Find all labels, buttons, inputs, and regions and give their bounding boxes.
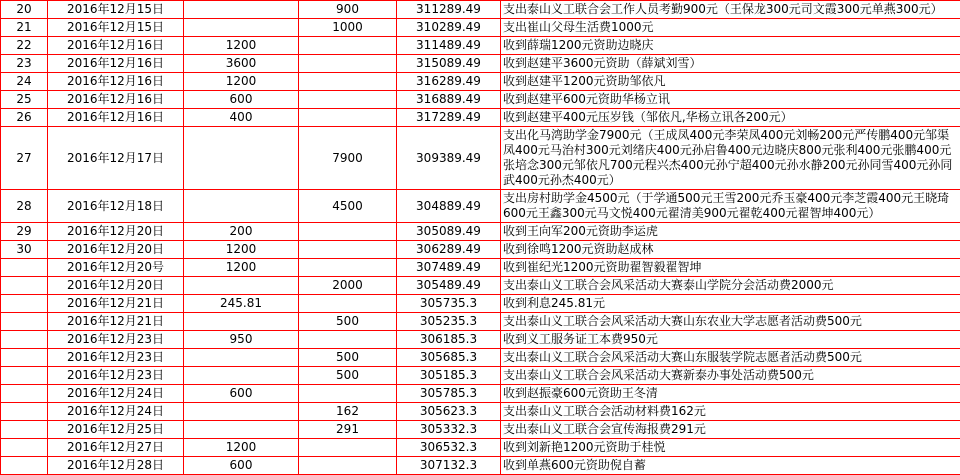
cell-no xyxy=(1,313,48,331)
table-row xyxy=(1,127,960,190)
cell-balance: 305623.3 xyxy=(397,403,501,421)
cell-income xyxy=(184,19,299,37)
cell-date: 2016年12月16日 xyxy=(48,37,184,55)
cell-expense: 162 xyxy=(299,403,397,421)
cell-no xyxy=(1,439,48,457)
table-row xyxy=(1,1,960,19)
cell-expense: 500 xyxy=(299,349,397,367)
cell-income: 1200 xyxy=(184,241,299,259)
cell-income: 400 xyxy=(184,109,299,127)
cell-no: 22 xyxy=(1,37,48,55)
cell-date: 2016年12月16日 xyxy=(48,55,184,73)
cell-income: 600 xyxy=(184,91,299,109)
cell-income: 3600 xyxy=(184,55,299,73)
cell-date: 2016年12月20日 xyxy=(48,223,184,241)
cell-description: 收到赵建平1200元资助邹依凡 xyxy=(501,73,960,91)
table-row xyxy=(1,295,960,313)
cell-expense xyxy=(299,37,397,55)
cell-income xyxy=(184,313,299,331)
cell-date: 2016年12月23日 xyxy=(48,349,184,367)
cell-income: 245.81 xyxy=(184,295,299,313)
cell-balance: 316289.49 xyxy=(397,73,501,91)
cell-description: 支出泰山义工联合会活动材料费162元 xyxy=(501,403,960,421)
cell-balance: 311489.49 xyxy=(397,37,501,55)
cell-no: 23 xyxy=(1,55,48,73)
cell-balance: 305489.49 xyxy=(397,277,501,295)
cell-expense xyxy=(299,295,397,313)
cell-income: 1200 xyxy=(184,439,299,457)
cell-expense xyxy=(299,91,397,109)
cell-balance: 305685.3 xyxy=(397,349,501,367)
table-row xyxy=(1,331,960,349)
cell-date: 2016年12月18日 xyxy=(48,190,184,223)
cell-date: 2016年12月16日 xyxy=(48,73,184,91)
cell-income: 1200 xyxy=(184,37,299,55)
cell-description: 支出泰山义工联合会风采活动大赛泰山学院分会活动费2000元 xyxy=(501,277,960,295)
cell-description: 收到王向军200元资助李运虎 xyxy=(501,223,960,241)
cell-no xyxy=(1,331,48,349)
cell-date: 2016年12月20日 xyxy=(48,241,184,259)
table-row xyxy=(1,403,960,421)
cell-expense xyxy=(299,241,397,259)
table-row xyxy=(1,91,960,109)
table-row xyxy=(1,349,960,367)
cell-description: 收到义工服务证工本费950元 xyxy=(501,331,960,349)
table-row xyxy=(1,439,960,457)
cell-balance: 305185.3 xyxy=(397,367,501,385)
cell-expense: 291 xyxy=(299,421,397,439)
cell-expense xyxy=(299,259,397,277)
cell-expense: 900 xyxy=(299,1,397,19)
cell-balance: 305235.3 xyxy=(397,313,501,331)
cell-income xyxy=(184,127,299,190)
cell-date: 2016年12月25日 xyxy=(48,421,184,439)
cell-balance: 305089.49 xyxy=(397,223,501,241)
cell-income xyxy=(184,277,299,295)
cell-date: 2016年12月17日 xyxy=(48,127,184,190)
table-row xyxy=(1,190,960,223)
cell-no xyxy=(1,295,48,313)
cell-no xyxy=(1,259,48,277)
cell-date: 2016年12月21日 xyxy=(48,295,184,313)
cell-description: 收到赵振豪600元资助王冬清 xyxy=(501,385,960,403)
cell-date: 2016年12月20号 xyxy=(48,259,184,277)
cell-income: 950 xyxy=(184,331,299,349)
cell-description: 支出房村助学金4500元（于学通500元王雪200元乔玉豪400元李芝霞400元王晓琦600元王鑫300元马文悦400元翟清美900元翟乾400元翟智坤400元） xyxy=(501,190,960,223)
cell-expense xyxy=(299,331,397,349)
cell-no xyxy=(1,277,48,295)
cell-description: 支出泰山义工联合会风采活动大赛山东服装学院志愿者活动费500元 xyxy=(501,349,960,367)
cell-date: 2016年12月20日 xyxy=(48,277,184,295)
cell-balance: 305735.3 xyxy=(397,295,501,313)
cell-income xyxy=(184,190,299,223)
cell-balance: 315089.49 xyxy=(397,55,501,73)
cell-no: 27 xyxy=(1,127,48,190)
cell-no xyxy=(1,403,48,421)
cell-income xyxy=(184,367,299,385)
cell-no: 24 xyxy=(1,73,48,91)
cell-description: 支出泰山义工联合会风采活动大赛新泰办事处活动费500元 xyxy=(501,367,960,385)
cell-description: 收到利息245.81元 xyxy=(501,295,960,313)
cell-no: 28 xyxy=(1,190,48,223)
cell-expense xyxy=(299,385,397,403)
table-row xyxy=(1,37,960,55)
cell-description: 收到赵建平400元压岁钱（邹依凡,华杨立讯各200元） xyxy=(501,109,960,127)
cell-no xyxy=(1,385,48,403)
cell-balance: 306289.49 xyxy=(397,241,501,259)
cell-expense xyxy=(299,457,397,475)
cell-expense xyxy=(299,109,397,127)
cell-description: 支出泰山义工联合会宣传海报费291元 xyxy=(501,421,960,439)
cell-balance: 316889.49 xyxy=(397,91,501,109)
cell-date: 2016年12月24日 xyxy=(48,403,184,421)
table-row xyxy=(1,457,960,475)
table-row xyxy=(1,313,960,331)
cell-date: 2016年12月28日 xyxy=(48,457,184,475)
cell-description: 支出崔山父母生活费1000元 xyxy=(501,19,960,37)
cell-expense: 500 xyxy=(299,313,397,331)
cell-date: 2016年12月15日 xyxy=(48,19,184,37)
cell-description: 收到薛瑞1200元资助边晓庆 xyxy=(501,37,960,55)
cell-description: 收到赵建平3600元资助（薛斌刘雪） xyxy=(501,55,960,73)
cell-balance: 305332.3 xyxy=(397,421,501,439)
cell-balance: 307489.49 xyxy=(397,259,501,277)
cell-income: 600 xyxy=(184,457,299,475)
cell-balance: 306185.3 xyxy=(397,331,501,349)
ledger-table-body xyxy=(1,1,960,475)
table-row xyxy=(1,109,960,127)
cell-description: 收到徐鸣1200元资助赵成林 xyxy=(501,241,960,259)
cell-description: 支出化马湾助学金7900元（王成凤400元李荣凤400元刘畅200元严传鹏400元邹渠凤400元马治村300元刘绪庆400元孙启鲁400元边晓庆800元张利400元张鹏400元张培念300元邹依凡700元程兴杰400元孙宁超400元孙水静200元孙同雪400元孙同武400元孙杰400元） xyxy=(501,127,960,190)
cell-balance: 305785.3 xyxy=(397,385,501,403)
cell-balance: 306532.3 xyxy=(397,439,501,457)
cell-income xyxy=(184,349,299,367)
cell-description: 支出泰山义工联合会工作人员考勤900元（王保龙300元司文霞300元单燕300元） xyxy=(501,1,960,19)
cell-no: 25 xyxy=(1,91,48,109)
cell-expense: 500 xyxy=(299,367,397,385)
table-row xyxy=(1,367,960,385)
cell-expense: 1000 xyxy=(299,19,397,37)
cell-no xyxy=(1,367,48,385)
cell-income: 1200 xyxy=(184,73,299,91)
cell-no: 30 xyxy=(1,241,48,259)
cell-date: 2016年12月16日 xyxy=(48,91,184,109)
cell-expense xyxy=(299,73,397,91)
table-row xyxy=(1,73,960,91)
table-row xyxy=(1,223,960,241)
cell-income: 200 xyxy=(184,223,299,241)
cell-date: 2016年12月24日 xyxy=(48,385,184,403)
table-row xyxy=(1,259,960,277)
cell-date: 2016年12月15日 xyxy=(48,1,184,19)
cell-balance: 307132.3 xyxy=(397,457,501,475)
cell-expense: 4500 xyxy=(299,190,397,223)
cell-date: 2016年12月27日 xyxy=(48,439,184,457)
cell-balance: 304889.49 xyxy=(397,190,501,223)
cell-date: 2016年12月23日 xyxy=(48,331,184,349)
cell-income xyxy=(184,1,299,19)
cell-no xyxy=(1,349,48,367)
table-row xyxy=(1,277,960,295)
cell-no: 29 xyxy=(1,223,48,241)
cell-no: 21 xyxy=(1,19,48,37)
cell-description: 收到崔纪光1200元资助翟智毅翟智坤 xyxy=(501,259,960,277)
cell-description: 收到单燕600元资助倪自蓄 xyxy=(501,457,960,475)
cell-expense: 2000 xyxy=(299,277,397,295)
cell-no xyxy=(1,457,48,475)
cell-date: 2016年12月21日 xyxy=(48,313,184,331)
cell-balance: 309389.49 xyxy=(397,127,501,190)
table-row xyxy=(1,385,960,403)
cell-date: 2016年12月16日 xyxy=(48,109,184,127)
cell-description: 支出泰山义工联合会风采活动大赛山东农业大学志愿者活动费500元 xyxy=(501,313,960,331)
cell-date: 2016年12月23日 xyxy=(48,367,184,385)
cell-expense: 7900 xyxy=(299,127,397,190)
cell-balance: 311289.49 xyxy=(397,1,501,19)
cell-description: 收到刘新艳1200元资助于桂悦 xyxy=(501,439,960,457)
cell-income: 600 xyxy=(184,385,299,403)
cell-description: 收到赵建平600元资助华杨立讯 xyxy=(501,91,960,109)
table-row xyxy=(1,19,960,37)
table-row xyxy=(1,55,960,73)
cell-expense xyxy=(299,439,397,457)
cell-no: 20 xyxy=(1,1,48,19)
cell-income: 1200 xyxy=(184,259,299,277)
table-row xyxy=(1,241,960,259)
cell-income xyxy=(184,403,299,421)
cell-balance: 310289.49 xyxy=(397,19,501,37)
cell-balance: 317289.49 xyxy=(397,109,501,127)
cell-expense xyxy=(299,55,397,73)
cell-no: 26 xyxy=(1,109,48,127)
cell-expense xyxy=(299,223,397,241)
